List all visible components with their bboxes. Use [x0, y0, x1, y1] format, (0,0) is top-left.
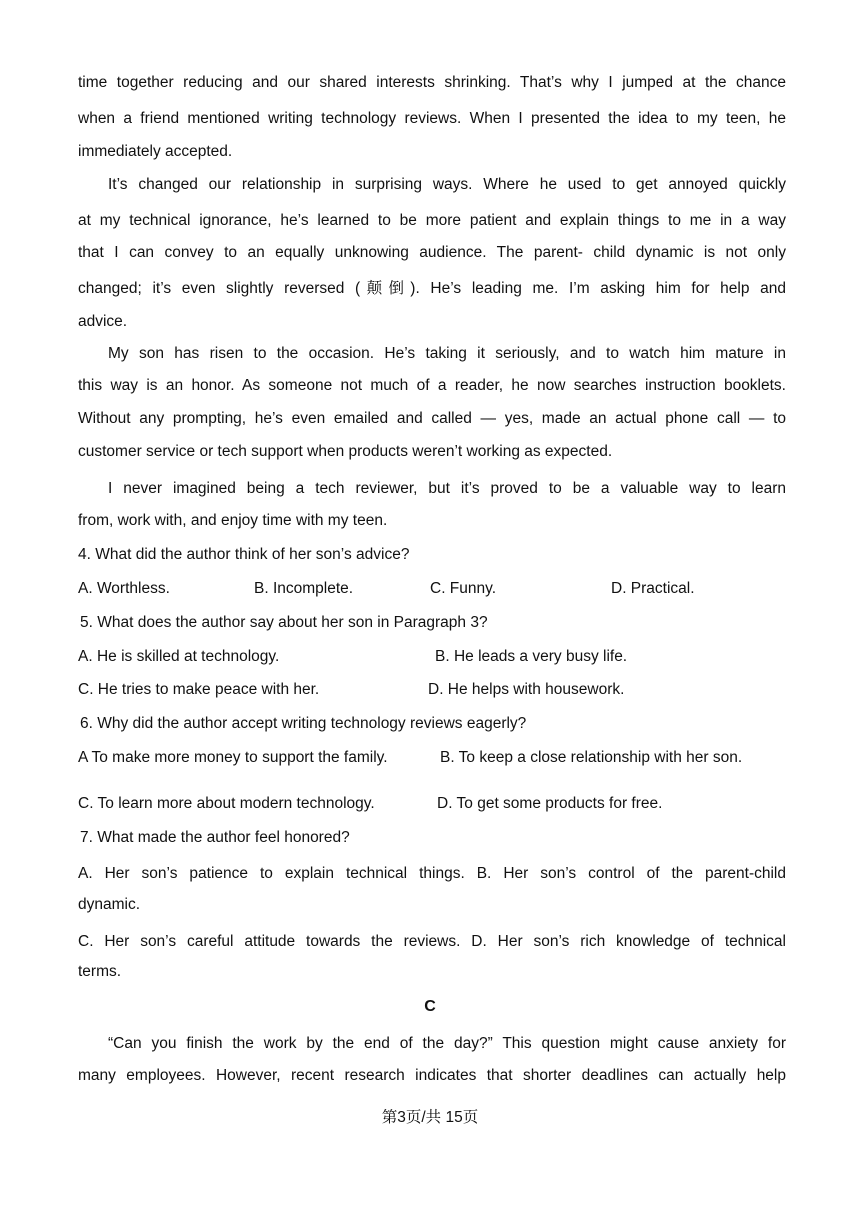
passage-line: immediately accepted.: [78, 143, 233, 160]
option-a: A. He is skilled at technology.: [78, 648, 280, 665]
passage-line: time together reducing and our shared interests shrinking. That’s why I jumped at the chance: [78, 74, 786, 91]
option-a: A To make more money to support the family.: [78, 749, 388, 766]
question-stem: 4. What did the author think of her son’s advice?: [78, 546, 410, 563]
passage-line: My son has risen to the occasion. He’s taking it seriously, and to watch him mature in: [108, 345, 786, 362]
passage-line: customer service or tech support when products weren’t working as expected.: [78, 443, 613, 460]
option-d: D. He helps with housework.: [428, 681, 625, 698]
option-b: B. To keep a close relationship with her son.: [440, 749, 743, 766]
passage-line: from, work with, and enjoy time with my teen.: [78, 512, 388, 529]
option-a: A. Worthless.: [78, 580, 170, 597]
passage-line: Without any prompting, he’s even emailed and called — yes, made an actual phone call — to: [78, 410, 786, 427]
page-number: 第3页/共 15页: [381, 1109, 479, 1126]
passage-line: that I can convey to an equally unknowing audience. The parent- child dynamic is not only: [78, 244, 786, 261]
option-c: C. To learn more about modern technology.: [78, 795, 375, 812]
passage-line: I never imagined being a tech reviewer, but it’s proved to be a valuable way to learn: [108, 480, 786, 497]
section-heading: C: [424, 998, 436, 1015]
question-stem: 5. What does the author say about her son in Paragraph 3?: [80, 614, 488, 631]
option-line: A. Her son’s patience to explain technical things. B. Her son’s control of the parent-child: [78, 865, 786, 882]
option-c: C. Funny.: [430, 580, 497, 597]
passage-line: this way is an honor. As someone not much of a reader, he now searches instruction booklets.: [78, 377, 786, 394]
question-stem: 6. Why did the author accept writing technology reviews eagerly?: [80, 715, 527, 732]
passage-line: “Can you finish the work by the end of the day?” This question might cause anxiety for: [108, 1035, 786, 1052]
option-line: dynamic.: [78, 896, 141, 913]
option-c: C. He tries to make peace with her.: [78, 681, 320, 698]
passage-line: at my technical ignorance, he’s learned to be more patient and explain things to me in a way: [78, 212, 786, 229]
option-line: C. Her son’s careful attitude towards the reviews. D. Her son’s rich knowledge of technical: [78, 933, 786, 950]
passage-line: when a friend mentioned writing technology reviews. When I presented the idea to my teen, he: [78, 110, 786, 127]
passage-line: advice.: [78, 313, 128, 330]
passage-line: many employees. However, recent research indicates that shorter deadlines can actually help: [78, 1067, 786, 1084]
option-b: B. He leads a very busy life.: [435, 648, 628, 665]
passage-line: changed; it’s even slightly reversed (颠倒). He’s leading me. I’m asking him for help and: [78, 280, 786, 297]
passage-line: It’s changed our relationship in surprising ways. Where he used to get annoyed quickly: [108, 176, 786, 193]
option-d: D. Practical.: [611, 580, 695, 597]
option-b: B. Incomplete.: [254, 580, 354, 597]
option-d: D. To get some products for free.: [437, 795, 663, 812]
question-stem: 7. What made the author feel honored?: [80, 829, 350, 846]
option-line: terms.: [78, 963, 122, 980]
